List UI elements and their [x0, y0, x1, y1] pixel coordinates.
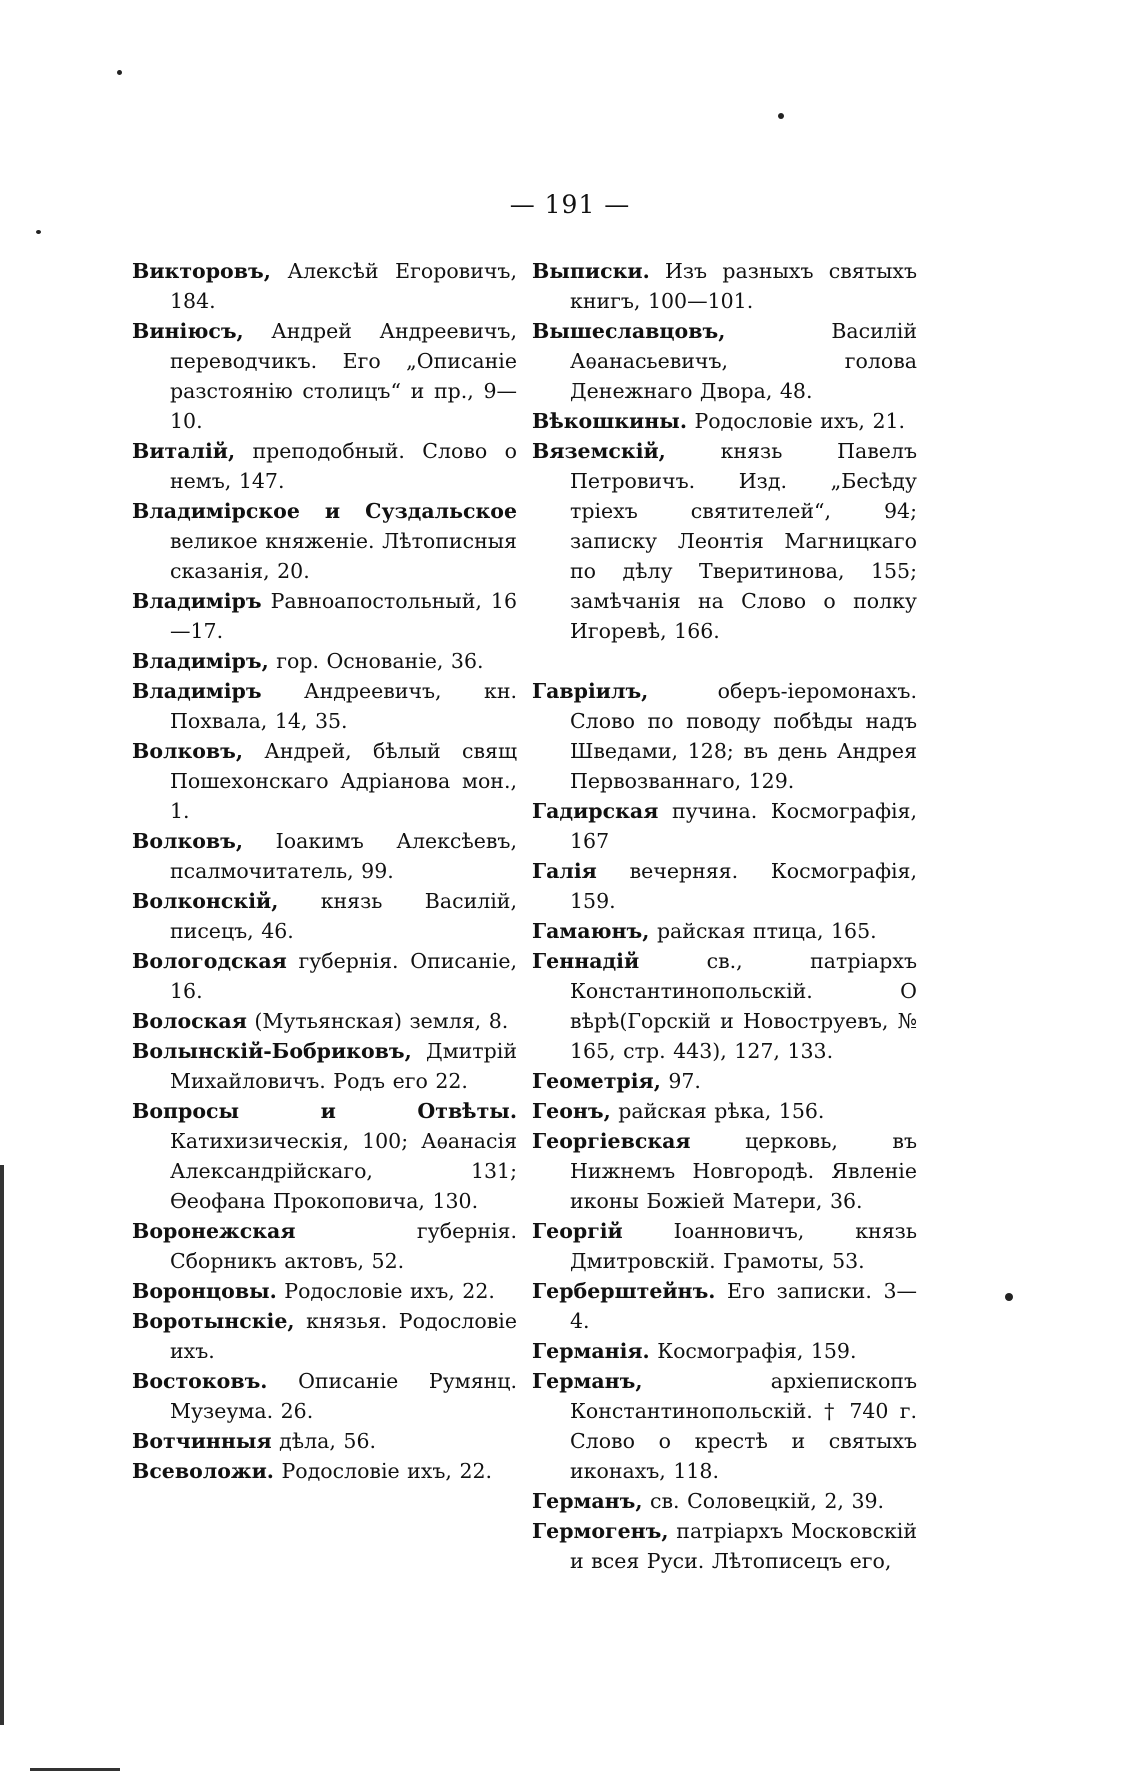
binding-edge-mark: [30, 1768, 120, 1771]
entry-text: дѣла, 56.: [271, 1429, 377, 1453]
entry-headword: Всеволожи.: [132, 1459, 274, 1483]
entry-headword: Вологодская: [132, 949, 287, 973]
index-entry: [132, 676, 517, 736]
index-entry: [532, 1486, 917, 1516]
index-entry: [132, 1276, 517, 1306]
entry-headword: Гермогенъ,: [532, 1519, 669, 1543]
binding-edge-mark: [0, 1165, 4, 1725]
index-entry: [132, 1216, 517, 1276]
entry-text: пучина. Космографія, 167: [570, 799, 917, 853]
index-entry: [532, 1066, 917, 1096]
index-entry: [132, 1426, 517, 1456]
entry-text: князь Павелъ Петровичъ. Изд. „Бесѣду тріехъ святителей“, 94; записку Леонтія Магницкаго по дѣлу Тверитинова, 155; замѣчанія на Слово о полку Игоревѣ, 166.: [570, 439, 917, 643]
index-entry: [132, 946, 517, 1006]
entry-headword: Виніюсъ,: [132, 319, 244, 343]
entry-text: церковь, въ Нижнемъ Новгородѣ. Явленіе иконы Божіей Матери, 36.: [570, 1129, 917, 1213]
entry-text: райская рѣка, 156.: [610, 1099, 825, 1123]
entry-text: Космографія, 159.: [649, 1339, 857, 1363]
scan-speck: [117, 70, 122, 75]
entry-headword: Георгій: [532, 1219, 623, 1243]
entry-headword: Геонъ,: [532, 1099, 611, 1123]
entry-text: губернія. Сборникъ актовъ, 52.: [170, 1219, 517, 1273]
entry-text: Его записки. 3—4.: [570, 1279, 917, 1333]
entry-headword: Германъ,: [532, 1489, 643, 1513]
index-entry: [132, 646, 517, 676]
entry-text: Алексѣй Егоровичъ, 184.: [170, 259, 517, 313]
entry-text: князья. Родословіе ихъ.: [170, 1309, 517, 1363]
entry-text: Іоакимъ Алексѣевъ, псалмочитатель, 99.: [170, 829, 517, 883]
entry-text: Дмитрій Михайловичъ. Родъ его 22.: [170, 1039, 517, 1093]
entry-text: губернія. Описаніе, 16.: [170, 949, 517, 1003]
entry-headword: Волковъ,: [132, 739, 244, 763]
entry-text: Родословіе ихъ, 22.: [276, 1279, 495, 1303]
entry-headword: Владимірское и Суздальское: [132, 499, 517, 523]
index-entry: [532, 1216, 917, 1276]
index-entry: [532, 796, 917, 856]
entry-headword: Викторовъ,: [132, 259, 271, 283]
index-entry: [132, 436, 517, 496]
entry-text: Родословіе ихъ, 21.: [686, 409, 906, 433]
index-entry: [532, 1276, 917, 1336]
entry-text: Равноапостольный, 16—17.: [170, 589, 517, 643]
scan-speck: [36, 230, 41, 234]
index-entry: [132, 316, 517, 436]
entry-headword: Виталій,: [132, 439, 236, 463]
index-entry: [532, 1516, 917, 1576]
entry-headword: Выписки.: [532, 259, 650, 283]
entry-headword: Воронцовы.: [132, 1279, 277, 1303]
index-entry: [532, 1096, 917, 1126]
index-entry: [532, 406, 917, 436]
index-entry: [132, 1036, 517, 1096]
entry-text: Андрей Андреевичъ, переводчикъ. Его „Описаніе разстоянію столицъ“ и пр., 9—10.: [170, 319, 517, 433]
entry-headword: Вышеславцовъ,: [532, 319, 726, 343]
index-entry: [532, 316, 917, 406]
entry-text: Василій Аѳанасьевичъ, голова Денежнаго Двора, 48.: [570, 319, 917, 403]
entry-headword: Волынскій-Бобриковъ,: [132, 1039, 412, 1063]
index-entry: [132, 1456, 517, 1486]
entry-text: преподобный. Слово о немъ, 147.: [170, 439, 517, 493]
entry-headword: Волконскій,: [132, 889, 279, 913]
entry-headword: Волковъ,: [132, 829, 244, 853]
entry-headword: Востоковъ.: [132, 1369, 268, 1393]
index-entry: [132, 886, 517, 946]
scan-speck: [1005, 1293, 1013, 1301]
g-section: [532, 676, 917, 1576]
index-entry: [532, 856, 917, 916]
entry-headword: Германія.: [532, 1339, 650, 1363]
index-entry: [532, 1366, 917, 1486]
section-gap: [532, 646, 917, 676]
index-entry: [532, 916, 917, 946]
entry-headword: Германъ,: [532, 1369, 643, 1393]
entry-text: Іоанновичъ, князь Дмитровскій. Грамоты, 53.: [570, 1219, 917, 1273]
entry-headword: Гавріилъ,: [532, 679, 649, 703]
entry-headword: Вопросы и Отвѣты.: [132, 1099, 517, 1123]
index-entry: [532, 436, 917, 646]
entry-headword: Владиміръ: [132, 589, 262, 613]
index-entry: [532, 1126, 917, 1216]
right-column: [532, 256, 917, 1576]
index-entry: [132, 736, 517, 826]
entry-text: гор. Основаніе, 36.: [268, 649, 484, 673]
index-entry: [132, 586, 517, 646]
entry-headword: Геннадій: [532, 949, 640, 973]
index-entry: [132, 496, 517, 586]
index-entry: [132, 826, 517, 886]
entry-text: архіепископъ Константинопольскій. † 740 г. Слово о крестѣ и святыхъ иконахъ, 118.: [570, 1369, 917, 1483]
entry-text: св. Соловецкій, 2, 39.: [642, 1489, 885, 1513]
entry-text: Андреевичъ, кн. Похвала, 14, 35.: [170, 679, 517, 733]
entry-headword: Вѣкошкины.: [532, 409, 687, 433]
entry-text: патріархъ Московскій и всея Руси. Лѣтописецъ его,: [570, 1519, 917, 1573]
page-number: — 191 —: [509, 190, 631, 219]
entry-text: вечерняя. Космографія, 159.: [570, 859, 917, 913]
entry-headword: Волоская: [132, 1009, 247, 1033]
entry-headword: Вотчинныя: [132, 1429, 272, 1453]
entry-headword: Георгіевская: [532, 1129, 691, 1153]
scan-speck: [778, 113, 784, 119]
entry-text: оберъ-іеромонахъ. Слово по поводу побѣды надъ Шведами, 128; въ день Андрея Первозваннаго, 129.: [570, 679, 917, 793]
entry-text: Катихизическія, 100; Аѳанасія Александрійскаго, 131; Ѳеофана Прокоповича, 130.: [170, 1129, 517, 1213]
entry-headword: Воронежская: [132, 1219, 296, 1243]
entry-headword: Геометрія,: [532, 1069, 661, 1093]
index-entry: [532, 946, 917, 1066]
index-entry: [132, 1006, 517, 1036]
entry-text: райская птица, 165.: [649, 919, 877, 943]
index-entry: [532, 1336, 917, 1366]
entry-headword: Герберштейнъ.: [532, 1279, 716, 1303]
index-entry: [532, 256, 917, 316]
index-entry: [132, 256, 517, 316]
entry-headword: Вяземскій,: [532, 439, 666, 463]
entry-text: Описаніе Румянц. Музеума. 26.: [170, 1369, 517, 1423]
entry-headword: Галія: [532, 859, 597, 883]
index-entry: [132, 1096, 517, 1216]
entry-text: великое княженіе. Лѣтописныя сказанія, 20.: [170, 529, 517, 583]
index-entry: [532, 676, 917, 796]
entry-text: (Мутьянская) земля, 8.: [246, 1009, 509, 1033]
v-section: [532, 256, 917, 646]
entry-headword: Владиміръ,: [132, 649, 269, 673]
entry-text: Андрей, бѣлый свящ Пошехонскаго Адріанова мон., 1.: [170, 739, 517, 823]
entry-text: св., патріархъ Константинопольскій. О вѣрѣ(Горскій и Новоструевъ, № 165, стр. 443), 127, 133.: [570, 949, 917, 1063]
entry-text: Родословіе ихъ, 22.: [273, 1459, 493, 1483]
entry-headword: Владиміръ: [132, 679, 262, 703]
entry-text: Изъ разныхъ святыхъ книгъ, 100—101.: [570, 259, 917, 313]
entry-headword: Воротынскіе,: [132, 1309, 295, 1333]
index-entry: [132, 1306, 517, 1366]
entry-headword: Гадирская: [532, 799, 659, 823]
index-entry: [132, 1366, 517, 1426]
entry-headword: Гамаюнъ,: [532, 919, 650, 943]
entry-text: князь Василій, писецъ, 46.: [170, 889, 517, 943]
entry-text: 97.: [660, 1069, 701, 1093]
left-column: [132, 256, 517, 1486]
